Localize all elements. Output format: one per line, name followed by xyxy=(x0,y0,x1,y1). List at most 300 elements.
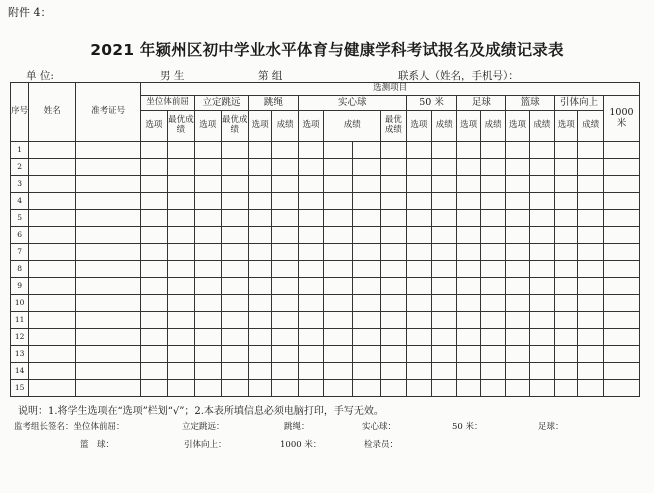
col-name-header: 姓名 xyxy=(29,83,76,142)
table-cell xyxy=(221,312,248,329)
table-cell xyxy=(578,227,603,244)
table-cell xyxy=(529,312,554,329)
table-cell xyxy=(324,142,352,159)
table-cell xyxy=(195,261,221,278)
row-number: 4 xyxy=(11,193,29,210)
sub-score: 成绩 xyxy=(529,111,554,142)
table-cell xyxy=(167,176,194,193)
table-cell xyxy=(324,346,352,363)
table-cell xyxy=(529,227,554,244)
table-row xyxy=(11,295,640,312)
table-cell xyxy=(603,295,639,312)
contact-label: 联系人（姓名，手机号）： xyxy=(398,70,519,82)
table-cell xyxy=(457,278,480,295)
table-cell xyxy=(381,295,406,312)
table-cell xyxy=(248,193,271,210)
table-cell xyxy=(381,227,406,244)
table-cell xyxy=(29,244,76,261)
table-cell xyxy=(555,278,578,295)
table-cell xyxy=(457,346,480,363)
table-cell xyxy=(603,227,639,244)
sig-long-jump: 立定跳远： xyxy=(182,422,225,432)
sig-rope: 跳绳： xyxy=(284,422,310,432)
table-cell xyxy=(167,159,194,176)
table-cell xyxy=(29,329,76,346)
table-cell xyxy=(381,329,406,346)
table-cell xyxy=(506,363,529,380)
table-cell xyxy=(480,346,505,363)
table-cell xyxy=(555,142,578,159)
group-label: 第 组 xyxy=(258,70,283,82)
table-cell xyxy=(167,380,194,397)
table-cell xyxy=(432,227,457,244)
sig-run50: 50 米： xyxy=(452,422,483,432)
table-cell xyxy=(529,210,554,227)
table-cell xyxy=(529,193,554,210)
table-cell xyxy=(555,261,578,278)
table-cell xyxy=(603,193,639,210)
table-cell xyxy=(141,346,167,363)
table-cell xyxy=(221,261,248,278)
table-cell xyxy=(195,312,221,329)
table-cell xyxy=(272,210,298,227)
table-cell xyxy=(352,261,380,278)
table-cell xyxy=(529,295,554,312)
sig-checker: 检录员： xyxy=(364,440,399,450)
table-cell xyxy=(406,295,431,312)
table-cell xyxy=(272,193,298,210)
table-cell xyxy=(603,363,639,380)
table-cell xyxy=(167,312,194,329)
item-medicine-ball: 实心球 xyxy=(298,96,406,111)
table-cell xyxy=(29,142,76,159)
table-cell xyxy=(506,227,529,244)
table-cell xyxy=(195,159,221,176)
table-cell xyxy=(29,295,76,312)
table-cell xyxy=(76,278,141,295)
table-cell xyxy=(406,193,431,210)
table-cell xyxy=(506,193,529,210)
table-cell xyxy=(457,363,480,380)
table-cell xyxy=(167,261,194,278)
table-cell xyxy=(167,193,194,210)
sub-choice: 选项 xyxy=(141,111,167,142)
sub-best-score: 最优成绩 xyxy=(381,111,406,142)
table-cell xyxy=(167,227,194,244)
table-cell xyxy=(298,176,323,193)
sig-pullup: 引体向上： xyxy=(184,440,227,450)
sub-choice: 选项 xyxy=(457,111,480,142)
row-number: 10 xyxy=(11,295,29,312)
table-row xyxy=(11,210,640,227)
table-cell xyxy=(167,363,194,380)
table-cell xyxy=(141,329,167,346)
table-cell xyxy=(555,312,578,329)
row-number: 8 xyxy=(11,261,29,278)
table-cell xyxy=(578,193,603,210)
table-cell xyxy=(480,142,505,159)
table-cell xyxy=(29,346,76,363)
table-cell xyxy=(195,329,221,346)
table-cell xyxy=(298,329,323,346)
sig-medicine-ball: 实心球： xyxy=(362,422,397,432)
table-cell xyxy=(432,278,457,295)
table-cell xyxy=(76,312,141,329)
table-cell xyxy=(29,176,76,193)
table-cell xyxy=(272,142,298,159)
sig-football: 足球： xyxy=(538,422,564,432)
table-cell xyxy=(272,176,298,193)
table-row xyxy=(11,329,640,346)
table-cell xyxy=(578,329,603,346)
sub-choice: 选项 xyxy=(506,111,529,142)
table-cell xyxy=(457,244,480,261)
table-cell xyxy=(480,244,505,261)
table-cell xyxy=(298,346,323,363)
score-table xyxy=(10,82,640,397)
table-cell xyxy=(529,363,554,380)
table-cell xyxy=(141,380,167,397)
table-cell xyxy=(195,176,221,193)
table-cell xyxy=(167,329,194,346)
table-cell xyxy=(324,244,352,261)
table-cell xyxy=(248,227,271,244)
table-cell xyxy=(578,159,603,176)
table-cell xyxy=(432,142,457,159)
table-cell xyxy=(29,278,76,295)
row-number: 14 xyxy=(11,363,29,380)
table-cell xyxy=(195,363,221,380)
table-cell xyxy=(298,142,323,159)
table-cell xyxy=(480,363,505,380)
table-cell xyxy=(76,363,141,380)
table-row xyxy=(11,346,640,363)
table-row xyxy=(11,380,640,397)
table-cell xyxy=(141,363,167,380)
table-cell xyxy=(381,176,406,193)
table-cell xyxy=(432,346,457,363)
table-cell xyxy=(195,346,221,363)
table-cell xyxy=(457,329,480,346)
item-long-jump: 立定跳远 xyxy=(195,96,249,111)
table-cell xyxy=(352,176,380,193)
sub-score: 成绩 xyxy=(324,111,381,142)
table-cell xyxy=(352,312,380,329)
table-cell xyxy=(480,295,505,312)
table-cell xyxy=(578,278,603,295)
table-cell xyxy=(221,227,248,244)
table-cell xyxy=(76,176,141,193)
table-cell xyxy=(248,363,271,380)
table-cell xyxy=(506,159,529,176)
table-cell xyxy=(457,210,480,227)
table-cell xyxy=(406,363,431,380)
table-cell xyxy=(578,380,603,397)
table-cell xyxy=(248,295,271,312)
table-cell xyxy=(529,329,554,346)
sub-choice: 选项 xyxy=(195,111,221,142)
table-cell xyxy=(506,329,529,346)
sub-choice: 选项 xyxy=(406,111,431,142)
table-cell xyxy=(432,380,457,397)
table-cell xyxy=(381,346,406,363)
table-cell xyxy=(352,346,380,363)
table-cell xyxy=(555,176,578,193)
table-cell xyxy=(480,176,505,193)
item-pullup: 引体向上 xyxy=(555,96,604,111)
sub-score: 成绩 xyxy=(480,111,505,142)
item-basketball: 篮球 xyxy=(506,96,555,111)
table-cell xyxy=(221,329,248,346)
table-cell xyxy=(221,159,248,176)
table-row xyxy=(11,142,640,159)
table-cell xyxy=(221,193,248,210)
table-cell xyxy=(506,176,529,193)
table-cell xyxy=(324,380,352,397)
table-cell xyxy=(141,210,167,227)
table-cell xyxy=(29,227,76,244)
table-cell xyxy=(506,346,529,363)
table-cell xyxy=(555,363,578,380)
table-cell xyxy=(272,278,298,295)
sub-choice: 选项 xyxy=(248,111,271,142)
row-number: 3 xyxy=(11,176,29,193)
table-cell xyxy=(578,261,603,278)
table-cell xyxy=(352,159,380,176)
sig-run1000: 1000 米： xyxy=(280,440,322,450)
sig-leader: 监考组长签名：坐位体前屈： xyxy=(14,422,125,432)
table-row xyxy=(11,159,640,176)
table-cell xyxy=(578,312,603,329)
table-cell xyxy=(578,210,603,227)
table-cell xyxy=(298,210,323,227)
table-cell xyxy=(555,193,578,210)
table-cell xyxy=(381,312,406,329)
table-cell xyxy=(506,210,529,227)
table-cell xyxy=(29,363,76,380)
table-cell xyxy=(480,193,505,210)
table-cell xyxy=(324,363,352,380)
table-cell xyxy=(603,329,639,346)
table-cell xyxy=(457,227,480,244)
table-cell xyxy=(555,244,578,261)
table-cell xyxy=(298,159,323,176)
table-cell xyxy=(381,261,406,278)
table-cell xyxy=(248,159,271,176)
table-cell xyxy=(432,363,457,380)
table-cell xyxy=(272,363,298,380)
table-cell xyxy=(298,261,323,278)
table-cell xyxy=(324,193,352,210)
sig-basketball: 篮 球： xyxy=(80,440,115,450)
table-cell xyxy=(76,380,141,397)
table-cell xyxy=(406,176,431,193)
table-cell xyxy=(506,278,529,295)
table-cell xyxy=(603,176,639,193)
table-cell xyxy=(248,380,271,397)
sub-choice: 选项 xyxy=(298,111,323,142)
table-cell xyxy=(457,312,480,329)
table-cell xyxy=(457,142,480,159)
table-cell xyxy=(221,142,248,159)
table-cell xyxy=(221,278,248,295)
table-cell xyxy=(352,363,380,380)
table-cell xyxy=(298,295,323,312)
table-cell xyxy=(221,244,248,261)
table-cell xyxy=(381,244,406,261)
table-cell xyxy=(480,210,505,227)
table-cell xyxy=(480,159,505,176)
table-cell xyxy=(432,244,457,261)
table-cell xyxy=(555,159,578,176)
table-cell xyxy=(555,295,578,312)
table-cell xyxy=(248,244,271,261)
table-cell xyxy=(432,176,457,193)
table-cell xyxy=(298,244,323,261)
selected-items-header: 选测项目 xyxy=(141,83,640,96)
table-cell xyxy=(167,295,194,312)
table-cell xyxy=(141,227,167,244)
table-cell xyxy=(603,142,639,159)
item-rope: 跳绳 xyxy=(248,96,298,111)
table-cell xyxy=(324,159,352,176)
row-number: 12 xyxy=(11,329,29,346)
table-cell xyxy=(529,278,554,295)
table-row xyxy=(11,227,640,244)
sub-best-score: 最优成绩 xyxy=(221,111,248,142)
table-cell xyxy=(167,346,194,363)
table-cell xyxy=(381,210,406,227)
table-cell xyxy=(381,193,406,210)
table-cell xyxy=(248,142,271,159)
table-cell xyxy=(272,295,298,312)
table-cell xyxy=(406,261,431,278)
table-cell xyxy=(76,295,141,312)
table-cell xyxy=(248,261,271,278)
row-number: 11 xyxy=(11,312,29,329)
table-cell xyxy=(352,244,380,261)
table-cell xyxy=(298,363,323,380)
table-cell xyxy=(324,329,352,346)
table-cell xyxy=(432,193,457,210)
table-cell xyxy=(324,312,352,329)
table-cell xyxy=(432,210,457,227)
table-cell xyxy=(603,261,639,278)
table-cell xyxy=(603,159,639,176)
table-cell xyxy=(352,380,380,397)
table-cell xyxy=(324,295,352,312)
table-cell xyxy=(406,278,431,295)
table-cell xyxy=(457,176,480,193)
row-number: 1 xyxy=(11,142,29,159)
table-cell xyxy=(324,227,352,244)
row-number: 13 xyxy=(11,346,29,363)
table-cell xyxy=(406,227,431,244)
table-cell xyxy=(406,210,431,227)
table-cell xyxy=(352,278,380,295)
table-cell xyxy=(555,346,578,363)
table-cell xyxy=(221,176,248,193)
table-cell xyxy=(603,244,639,261)
table-cell xyxy=(578,142,603,159)
table-cell xyxy=(555,329,578,346)
table-cell xyxy=(603,210,639,227)
table-cell xyxy=(457,295,480,312)
sub-best-score: 最优成绩 xyxy=(167,111,194,142)
table-cell xyxy=(195,142,221,159)
row-number: 6 xyxy=(11,227,29,244)
table-cell xyxy=(529,244,554,261)
table-cell xyxy=(578,244,603,261)
table-cell xyxy=(506,261,529,278)
table-cell xyxy=(195,210,221,227)
table-cell xyxy=(76,261,141,278)
table-cell xyxy=(381,278,406,295)
table-cell xyxy=(272,244,298,261)
table-cell xyxy=(555,227,578,244)
table-row xyxy=(11,176,640,193)
table-cell xyxy=(381,142,406,159)
table-cell xyxy=(529,159,554,176)
table-cell xyxy=(29,159,76,176)
table-cell xyxy=(29,193,76,210)
table-cell xyxy=(76,159,141,176)
table-cell xyxy=(248,210,271,227)
table-cell xyxy=(432,159,457,176)
table-cell xyxy=(141,261,167,278)
table-cell xyxy=(506,312,529,329)
table-cell xyxy=(432,329,457,346)
table-cell xyxy=(506,295,529,312)
table-cell xyxy=(141,159,167,176)
table-cell xyxy=(76,193,141,210)
table-cell xyxy=(248,346,271,363)
row-number: 5 xyxy=(11,210,29,227)
table-cell xyxy=(352,227,380,244)
table-cell xyxy=(195,244,221,261)
table-cell xyxy=(195,227,221,244)
table-cell xyxy=(221,346,248,363)
note-text: 说明：1.将学生选项在“选项”栏划“√”；2.本表所填信息必须电脑打印，手写无效。 xyxy=(18,406,384,417)
table-cell xyxy=(76,210,141,227)
table-cell xyxy=(529,142,554,159)
table-cell xyxy=(480,278,505,295)
table-cell xyxy=(76,329,141,346)
table-cell xyxy=(272,346,298,363)
table-cell xyxy=(324,210,352,227)
table-cell xyxy=(221,363,248,380)
table-cell xyxy=(480,261,505,278)
table-cell xyxy=(324,176,352,193)
table-cell xyxy=(141,193,167,210)
table-cell xyxy=(352,210,380,227)
table-cell xyxy=(76,142,141,159)
table-cell xyxy=(457,159,480,176)
table-cell xyxy=(480,380,505,397)
row-number: 2 xyxy=(11,159,29,176)
table-cell xyxy=(272,380,298,397)
table-cell xyxy=(141,295,167,312)
table-cell xyxy=(221,210,248,227)
table-cell xyxy=(221,295,248,312)
table-cell xyxy=(406,312,431,329)
table-row xyxy=(11,278,640,295)
table-cell xyxy=(480,312,505,329)
table-cell xyxy=(578,295,603,312)
table-cell xyxy=(555,380,578,397)
table-cell xyxy=(141,244,167,261)
sub-score: 成绩 xyxy=(578,111,603,142)
